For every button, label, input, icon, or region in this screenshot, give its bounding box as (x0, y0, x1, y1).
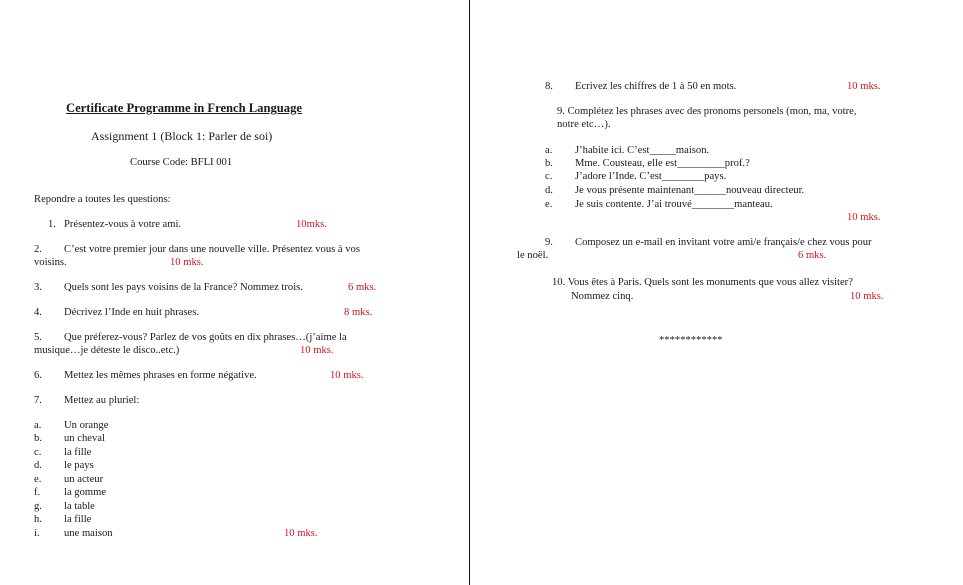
q10-marks: 10 mks. (850, 291, 884, 302)
q9-item-before: Je suis contente. J’ai trouvé (575, 199, 692, 210)
q1-marks: 10mks. (296, 219, 327, 230)
q9-item-letter: d. (545, 185, 553, 196)
q9-item (575, 144, 709, 158)
q5-number: 5. (34, 332, 42, 343)
q7-item-text: le pays (64, 460, 94, 471)
q7-item-text: la gomme (64, 487, 107, 498)
document-title: Certificate Programme in French Language (66, 101, 302, 115)
q9-item-blank: _____ (649, 145, 676, 156)
q9-item (575, 184, 804, 198)
q4-text: Décrivez l’Inde en huit phrases. (64, 307, 200, 318)
q1-number: 1. (48, 219, 56, 230)
q2-text-line2: voisins. (34, 257, 67, 268)
q9b-text-line1: Composez un e-mail en invitant votre ami/e français/e chez vous pour (575, 237, 872, 248)
q9-item-after: maison. (675, 145, 710, 156)
q1-text: Présentez-vous à votre ami. (64, 219, 182, 230)
q2-number: 2. (34, 244, 42, 255)
q7-item-letter: g. (34, 501, 42, 512)
q9-item-before: J’adore l’Inde. C’est (575, 171, 662, 182)
q6-marks: 10 mks. (330, 370, 364, 381)
q9-item-before: J’habite ici. C’est (575, 145, 650, 156)
q3-number: 3. (34, 282, 42, 293)
left-page (0, 0, 469, 585)
q10-text-line1: 10. Vous êtes à Paris. Quels sont les monuments que vous allez visiter? (552, 277, 853, 288)
q9-item (575, 170, 726, 184)
q9-item-blank: ______ (694, 185, 726, 196)
q9b-text-line2: le noël. (517, 250, 549, 261)
q7-item-letter: a. (34, 420, 42, 431)
q8-number: 8. (545, 81, 553, 92)
q9-item-blank: _________ (677, 158, 725, 169)
q7-item-letter: d. (34, 460, 42, 471)
q9-item-blank: ________ (691, 199, 735, 210)
q7-item-letter: i. (34, 528, 40, 539)
q7-number: 7. (34, 395, 42, 406)
q3-marks: 6 mks. (348, 282, 377, 293)
q6-number: 6. (34, 370, 42, 381)
q2-marks: 10 mks. (170, 257, 204, 268)
q9-item (575, 198, 773, 212)
q9-item-letter: b. (545, 158, 553, 169)
q7-item-text: Un orange (64, 420, 109, 431)
q9-item-before: Je vous présente maintenant (575, 185, 695, 196)
q9-item-letter: c. (545, 171, 553, 182)
q5-text-line1: Que préferez-vous? Parlez de vos goûts en dix phrases…(j’aime la (64, 332, 347, 343)
q7-marks: 10 mks. (284, 528, 318, 539)
q7-item-letter: h. (34, 514, 42, 525)
q9-text-line1: 9. Complétez les phrases avec des pronoms personels (mon, ma, votre, (557, 106, 857, 117)
q8-text: Ecrivez les chiffres de 1 à 50 en mots. (575, 81, 737, 92)
q9-item-letter: a. (545, 145, 553, 156)
q8-marks: 10 mks. (847, 81, 881, 92)
q7-item-text: un acteur (64, 474, 104, 485)
q4-number: 4. (34, 307, 42, 318)
q7-text: Mettez au pluriel: (64, 395, 140, 406)
q9-item-letter: e. (545, 199, 553, 210)
q9b-marks: 6 mks. (798, 250, 827, 261)
q9b-number: 9. (545, 237, 553, 248)
q9-item-before: Mme. Cousteau, elle est (575, 158, 678, 169)
q9-item-after: nouveau directeur. (725, 185, 805, 196)
q3-text: Quels sont les pays voisins de la France? Nommez trois. (64, 282, 303, 293)
q9-item-after: pays. (704, 171, 727, 182)
q9-item-after: manteau. (734, 199, 773, 210)
instructions: Repondre a toutes les questions: (34, 194, 171, 205)
q9-marks: 10 mks. (847, 212, 881, 223)
q7-item-letter: e. (34, 474, 42, 485)
q5-text-line2: musique…je déteste le disco..etc.) (34, 345, 180, 356)
q2-text-line1: C’est votre premier jour dans une nouvelle ville. Présentez vous à vos (64, 244, 360, 255)
right-page (470, 0, 963, 585)
q7-item-text: la fille (64, 447, 92, 458)
q9-item-after: prof.? (724, 158, 750, 169)
assignment-title: Assignment 1 (Block 1: Parler de soi) (91, 129, 273, 143)
q6-text: Mettez les mêmes phrases en forme négative. (64, 370, 257, 381)
q7-item-text: une maison (64, 528, 113, 539)
q7-item-text: un cheval (64, 433, 105, 444)
q7-item-letter: f. (34, 487, 41, 498)
q9-text-line2: notre etc…). (557, 119, 611, 130)
q5-marks: 10 mks. (300, 345, 334, 356)
q9-item-blank: ________ (661, 171, 705, 182)
q7-item-letter: b. (34, 433, 42, 444)
q9-item (575, 157, 750, 171)
q7-item-text: la fille (64, 514, 92, 525)
q4-marks: 8 mks. (344, 307, 373, 318)
course-code: Course Code: BFLI 001 (130, 157, 233, 168)
q7-item-letter: c. (34, 447, 42, 458)
q7-item-text: la table (64, 501, 95, 512)
q10-text-line2: Nommez cinq. (571, 291, 634, 302)
end-of-document-mark: ************ (659, 335, 723, 346)
